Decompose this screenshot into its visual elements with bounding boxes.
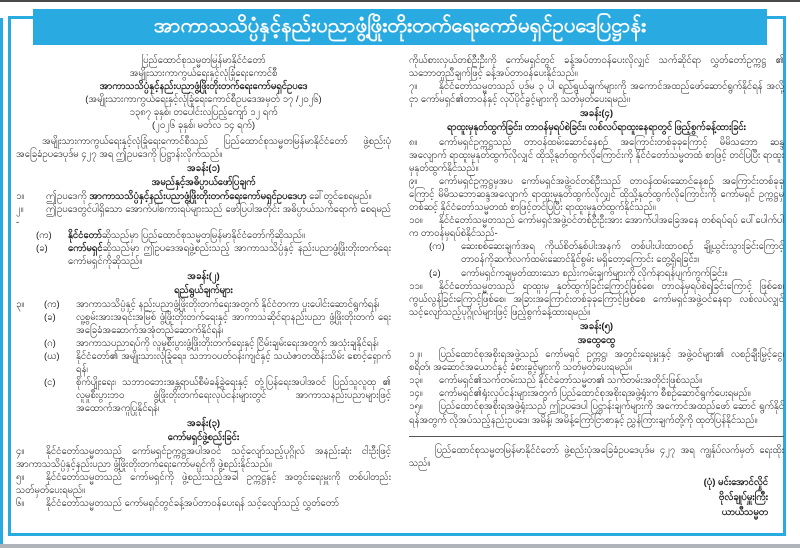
section-7 bbox=[409, 80, 784, 106]
section-8 bbox=[409, 136, 784, 175]
spacer bbox=[16, 376, 44, 415]
page-top-edge bbox=[0, 0, 800, 2]
section-6-text: နိုင်ငံတော်သမ္မတသည် ကော်မရှင်တွင်ခန့်အပ်တာဝန်ပေးရန် သင့်လျော်သည့် လွှတ်တော် bbox=[46, 498, 339, 510]
date-myanmar-calendar: ၁၃၈၇ ခုနှစ်၊ တပေါင်းလပြည့်ကျော် ၁၂ ရက် bbox=[129, 107, 278, 119]
section-12-text: ပြည်ထောင်စုအစိုးရအဖွဲ့သည် ကော်မရှင် ဥက္ကဋ္ဌ၊ အတွင်းရေးမှူးနှင့် အဖွဲ့ဝင်များ၏ လစဉ်ချီးမြှင့်ငွေ၊ စရိတ်၊ အဆောင်အယောင်နှင့် ခံစားခွင့်များကို သတ်မှတ်ပေးရမည်။ bbox=[409, 349, 784, 374]
signatory-rank: ဗိုလ်ချုပ်မှူးကြီး bbox=[718, 491, 768, 503]
section-6-number: ၆။ bbox=[16, 498, 25, 510]
section-4-text: နိုင်ငံတော်သမ္မတသည် ကော်မရှင်ဥက္ကဋ္ဌအပါအဝင် သင့်လျော်သည့်ပုဂ္ဂိုလ် အနည်းဆုံး ငါးဦးဖြင့် အာကာသသိပ္ပံနှင့်နည်းပညာ ဖွံ့ဖြိုးတိုးတက်ရေးကော်မရှင်ကို ဖွဲ့စည်းနိုင်သည်။ bbox=[16, 445, 391, 470]
section-10-number: ၁၀။ bbox=[409, 215, 423, 227]
section-15-number: ၁၅။ bbox=[409, 401, 423, 413]
spacer bbox=[16, 337, 44, 350]
page-bottom-edge bbox=[0, 544, 800, 548]
section-10-item-kha bbox=[429, 267, 784, 280]
section-2-item-kha bbox=[36, 242, 391, 268]
section-9-number: ၉။ bbox=[409, 175, 418, 187]
section-11-number: ၁၁။ bbox=[409, 280, 423, 292]
termination-kha-label: (ခ) bbox=[429, 267, 441, 279]
chapter-3-label: အခန်း(၃) bbox=[186, 417, 221, 429]
objective-kha-label: (ခ) bbox=[44, 311, 56, 323]
definition-commission: ဆိုသည်မှာ ဤဥပဒေအရဖွဲ့စည်းသည့် အာကာသသိပ္ပံနှင့် နည်းပညာဖွံ့ဖြိုးတိုးတက်ရေးကော်မရှင်ကိုဆိုသည်။ bbox=[68, 243, 391, 268]
section-13 bbox=[409, 374, 784, 387]
objective-gha-label: (ဃ) bbox=[44, 351, 60, 363]
section-2-number: ၂။ bbox=[16, 204, 24, 216]
section-1-law-name: အာကာသသိပ္ပံနှင့်နည်းပညာဖွံ့ဖြိုးတိုးတက်ရေးကော်မရှင်ဥပဒေဟု bbox=[89, 190, 307, 202]
section-9 bbox=[409, 175, 784, 214]
objective-nga-text: စိုက်ပျိုးရေး၊ သဘာဝဘေးအန္တရာယ်စီမံခန့်ခွဲရေးနှင့် တုံ့ပြန်ရေးအပါအဝင် ပြည်သူလူထု ၏ လူမှုစီးပွားဘဝ ဖွံ့ဖြိုးတိုးတက်ရေးလုပ်ငန်းများတွင် အာကာသနည်းပညာများဖြင့် အထောက်အကူပြုနိုင်ရန်၊ bbox=[76, 377, 391, 415]
section-3-item-gha bbox=[16, 350, 391, 376]
section-3-item-nga bbox=[16, 376, 391, 415]
signatory-name: (ပုံ) မင်းအောင်လှိုင် bbox=[703, 476, 768, 488]
section-5 bbox=[16, 471, 391, 497]
section-6 bbox=[16, 497, 391, 510]
section-9-text: ကော်မရှင်ဥက္ကဋ္ဌမှအပ ကော်မရှင်အဖွဲ့ဝင်တစ်ဦးသည် တာဝန်ထမ်းဆောင်နေစဉ် အကြောင်းတစ်ခုခု ကြောင့် မိမိသဘောဆန္ဒအလျောက် ရာထူးမှနုတ်ထွက်လိုလျှင် ထိုသို့နုတ်ထွက်လိုကြောင်းကို ကော်မရှင် ဥက္ကဋ္ဌမှတစ်ဆင့် နိုင်ငံတော်သမ္မတထံ စာဖြင့်တင်ပြပြီး ရာထူးမှနုတ်ထွက်နိုင်သည်။ bbox=[409, 175, 784, 214]
termination-kha-text: ကော်မရှင်ကချမှတ်ထားသော စည်းကမ်းချက်များကို လိုက်နာရန်ပျက်ကွက်ခြင်း။ bbox=[461, 267, 728, 279]
section-2 bbox=[16, 203, 391, 229]
section-11-text: နိုင်ငံတော်သမ္မတသည် ရာထူးမှ နုတ်ထွက်ခြင်းကြောင့်ဖြစ်စေ၊ တာဝန်မှရပ်စဲရခြင်းကြောင့် ဖြစ်စေ၊ ကွယ်လွန်ခြင်းကြောင့်ဖြစ်စေ၊ အခြားအကြောင်းတစ်ခုခုကြောင့်ဖြစ်စေ ကော်မရှင်အဖွဲ့ဝင်နေရာ လစ်လပ်လျှင် သင့်လျော်သည့်ပုဂ္ဂိုလ်များဖြင့် ဖြည့်စွက်ခန့်ထားရမည်။ bbox=[409, 280, 784, 318]
section-3-item-ga bbox=[16, 337, 391, 350]
chapter-4-label: အခန်း(၄) bbox=[579, 108, 614, 120]
masthead bbox=[16, 54, 391, 133]
chapter-2-label: အခန်း(၂) bbox=[187, 270, 220, 282]
section-13-text: ကော်မရှင်၏သက်တမ်းသည် နိုင်ငံတော်သမ္မတ၏ သက်တမ်းအတိုင်းဖြစ်သည်။ bbox=[439, 375, 703, 387]
section-11 bbox=[409, 280, 784, 319]
section-5-number: ၅။ bbox=[16, 471, 25, 483]
chapter-4-title: ရာထူးမှနုတ်ထွက်ခြင်း၊ တာဝန်မှရပ်စဲခြင်း၊ လစ်လပ်ရာထူးနေရာတွင် ဖြည့်စွက်ခန့်ထားခြင်း bbox=[447, 122, 746, 134]
signature-block bbox=[409, 475, 784, 520]
section-7-text: နိုင်ငံတော်သမ္မတသည် ပုဒ်မ ၃ ပါ ရည်ရွယ်ချက်များကို အကောင်အထည်ဖော်ဆောင်ရွက်နိုင်ရန် အလို့ငှာ ကော်မရှင်၏တာဝန်နှင့် လုပ်ပိုင်ခွင့်များကို သတ်မှတ်ပေးရမည်။ bbox=[409, 81, 784, 106]
objective-ka-label: (က) bbox=[44, 298, 60, 310]
chapter-3-title: ကော်မရှင်ဖွဲ့စည်းခြင်း bbox=[167, 431, 240, 443]
left-column bbox=[16, 54, 391, 532]
section-6-continuation: ကိုယ်စားလှယ်တစ်ဦးဦးကို ကော်မရှင်တွင် ခန့်အပ်တာဝန်ပေးလိုလျှင် သက်ဆိုင်ရာ လွှတ်တော်ဥက္ကဋ္ဌ ၏ သဘောတူညီချက်ဖြင့် ခန့်အပ်တာဝန်ပေးနိုင်သည်။ bbox=[409, 55, 784, 80]
section-5-text: နိုင်ငံတော်သမ္မတသည် ကော်မရှင်ကို ဖွဲ့စည်းသည့်အခါ ဥက္ကဋ္ဌနှင့် အတွင်းရေးမှူးကို တစ်ပါတည်း သတ်မှတ်ပေးရမည်။ bbox=[16, 471, 391, 496]
section-4 bbox=[16, 445, 391, 471]
item-kha-text bbox=[68, 242, 391, 268]
definition-state: ဆိုသည်မှာ ပြည်ထောင်စုသမ္မတမြန်မာနိုင်ငံတော်ကိုဆိုသည်။ bbox=[101, 230, 305, 242]
chapter-2-title: ရည်ရွယ်ချက်များ bbox=[174, 284, 233, 296]
closing-statement: ပြည်ထောင်စုသမ္မတမြန်မာနိုင်ငံတော် ဖွဲ့စည်းပုံအခြေခံဥပဒေပုဒ်မ ၄၂၇ အရ ကျွန်ုပ်လက်မှတ် ရေးထိုးသည်။ bbox=[409, 444, 784, 469]
defined-term-commission: ကော်မရှင် bbox=[68, 243, 103, 255]
page-left-edge-accent bbox=[0, 18, 3, 545]
termination-ka-label: (က) bbox=[429, 241, 445, 253]
signatory-title: ယာယီသမ္မတ bbox=[721, 506, 768, 518]
section-12-number: ၁၂။ bbox=[409, 349, 422, 361]
section-1 bbox=[16, 190, 391, 203]
headline-banner bbox=[33, 9, 767, 45]
item-kha-label: (ခ) bbox=[36, 243, 48, 255]
section-3-item-kha bbox=[16, 311, 391, 337]
law-title: အာကာသသိပ္ပံနှင့်နည်းပညာဖွံ့ဖြိုးတိုးတက်ရေးကော်မရှင်ဥပဒေ bbox=[99, 81, 308, 93]
item-ka-text bbox=[68, 229, 391, 242]
section-14-text: ကော်မရှင်၏ရုံးလုပ်ငန်းများအတွက် ပြည်ထောင်စုအစိုးရအဖွဲ့ရုံးက စီစဉ်ဆောင်ရွက်ပေးရမည်။ bbox=[439, 388, 751, 400]
document-body bbox=[16, 54, 784, 532]
chapter-1-title: အမည်နှင့်အဓိပ္ပာယ်ဖော်ပြချက် bbox=[151, 176, 256, 188]
section-13-number: ၁၃။ bbox=[409, 375, 423, 387]
section-1-text-pre: ဤဥပဒေကို bbox=[46, 190, 90, 202]
section-10 bbox=[409, 214, 784, 240]
section-14 bbox=[409, 387, 784, 400]
chapter-5-title: အထွေထွေ bbox=[577, 334, 616, 346]
objective-ka-text: အာကာသသိပ္ပံနှင့် နည်းပညာဖွံ့ဖြိုးတိုးတက်ရေးအတွက် နိုင်ငံတကာ ပူးပေါင်းဆောင်ရွက်ရန်၊ bbox=[76, 298, 380, 310]
preamble: အမျိုးသားကာကွယ်ရေးနှင့်လုံခြုံရေးကောင်စီသည် ပြည်ထောင်စုသမ္မတမြန်မာနိုင်ငံတော် ဖွဲ့စည်းပုံအခြေခံဥပဒေပုဒ်မ ၄၂၇ အရ ဤဥပဒေကို ပြဋ္ဌာန်းလိုက်သည်။ bbox=[16, 135, 391, 160]
section-3-item-ka bbox=[16, 298, 391, 311]
objective-nga-label: (င) bbox=[44, 377, 56, 389]
objective-ga-label: (ဂ) bbox=[44, 337, 56, 349]
section-1-number: ၁။ bbox=[16, 190, 25, 202]
masthead-council-name: အမျိုးသားကာကွယ်ရေးနှင့်လုံခြုံရေးကောင်စီ bbox=[129, 68, 278, 80]
section-7-number: ၇။ bbox=[409, 81, 418, 93]
section-2-text: ဤဥပဒေတွင်ပါရှိသော အောက်ပါစကားရပ်များသည် ဖော်ပြပါအတိုင်း အဓိပ္ပာယ်သက်ရောက် စေရမည် - bbox=[16, 204, 391, 229]
termination-ka-text: ဆေးစစ်ဆေးချက်အရ ကိုယ်စိတ်နှစ်ပါးအနက် တစ်ပါးပါးထာဝစဉ် ချို့ယွင်းသွားခြင်းကြောင့် တာဝန်ကိုဆက်လက်ထမ်းဆောင်နိုင်စွမ်း မရှိတော့ကြောင်း တွေ့ရှိရခြင်း။ bbox=[461, 241, 784, 266]
section-3-number: ၃။ bbox=[16, 298, 25, 310]
spacer bbox=[16, 350, 44, 376]
objective-ga-text: အာကာသပညာရပ်ကို လူမှုစီးပွားဖွံ့ဖြိုးတိုးတက်ရေးနှင့် ငြိမ်းချမ်းရေးအတွက် အသုံးချနိုင်ရန်၊ bbox=[76, 337, 379, 349]
section-4-number: ၄။ bbox=[16, 445, 25, 457]
chapter-1-label: အခန်း(၁) bbox=[186, 162, 221, 174]
section-8-text: ကော်မရှင်ဥက္ကဋ္ဌသည် တာဝန်ထမ်းဆောင်နေစဉ် အကြောင်းတစ်ခုခုကြောင့် မိမိသဘော ဆန္ဒ အလျောက် ရာထူးမှနုတ်ထွက်လိုလျှင် ထိုသို့နုတ်ထွက်လိုကြောင်းကို နိုင်ငံတော်သမ္မတထံ စာဖြင့် တင်ပြပြီး ရာထူးမှနုတ်ထွက်နိုင်သည်။ bbox=[409, 136, 784, 174]
date-gregorian: (၂၀၂၆ ခုနှစ်၊ မတ်လ ၁၄ ရက်) bbox=[151, 120, 256, 132]
item-ka-label: (က) bbox=[36, 230, 52, 242]
section-8-number: ၈။ bbox=[409, 136, 418, 148]
chapter-5-label: အခန်း(၅) bbox=[579, 320, 614, 332]
section-2-item-ka bbox=[36, 229, 391, 242]
signature-divider bbox=[409, 436, 784, 437]
defined-term-state: နိုင်ငံတော် bbox=[68, 230, 102, 242]
law-number: (အမျိုးသားကာကွယ်ရေးနှင့်လုံခြုံရေးကောင်စီဥပဒေအမှတ် ၁၇ /၂၀၂၆) bbox=[85, 94, 322, 106]
spacer bbox=[16, 311, 44, 337]
objective-kha-text: လူ့စွမ်းအားအရင်းအမြစ် ဖွံ့ဖြိုးတိုးတက်ရေးနှင့် အာကာသဆိုင်ရာနည်းပညာ ဖွံ့ဖြိုးတိုးတက် ရေး အခြေခံအဆောက်အအုံတည်ဆောက်နိုင်ရန်၊ bbox=[76, 311, 391, 336]
section-15-text: ပြည်ထောင်စုအစိုးရအဖွဲ့ရုံးသည် ဤဥပဒေပါ ပြဋ္ဌာန်းချက်များကို အကောင်အထည်ဖော် ဆောင် ရွက်နိုင်ရန်အတွက် လိုအပ်သည့်နည်းဥပဒေ၊ အမိန့်၊ အမိန့်ကြော်ငြာစာနှင့် ညွှန်ကြားချက်တို့ကို ထုတ်ပြန်နိုင်သည်။ bbox=[409, 401, 784, 426]
section-1-text-post: ခေါ်တွင်စေရမည်။ bbox=[306, 190, 372, 202]
masthead-state-name: ပြည်ထောင်စုသမ္မတမြန်မာနိုင်ငံတော် bbox=[141, 55, 266, 66]
section-10-text: နိုင်ငံတော်သမ္မတသည် ကော်မရှင်အဖွဲ့ဝင်တစ်ဦးဦးအား အောက်ပါအခြေအနေ တစ်ရပ်ရပ် ပေါ်ပေါက်ပါက တာဝန်မှရပ်စဲနိုင်သည်- bbox=[409, 215, 784, 240]
section-15 bbox=[409, 400, 784, 426]
section-14-number: ၁၄။ bbox=[409, 388, 423, 400]
section-10-item-ka bbox=[429, 240, 784, 266]
objective-gha-text: နိုင်ငံတော်၏ အမျိုးသားလုံခြုံရေး၊ သဘာဝပတ်ဝန်းကျင်နှင့် သယံဇာတထိန်းသိမ်း စောင့်ရှောက်ရန်၊ bbox=[76, 351, 391, 376]
headline-title: အာကာသသိပ္ပံနှင့်နည်းပညာဖွံ့ဖြိုးတိုးတက်ရေးကော်မရှင်ဥပဒေပြဋ္ဌာန်း bbox=[153, 15, 647, 37]
right-column bbox=[409, 54, 784, 532]
section-12 bbox=[409, 348, 784, 374]
